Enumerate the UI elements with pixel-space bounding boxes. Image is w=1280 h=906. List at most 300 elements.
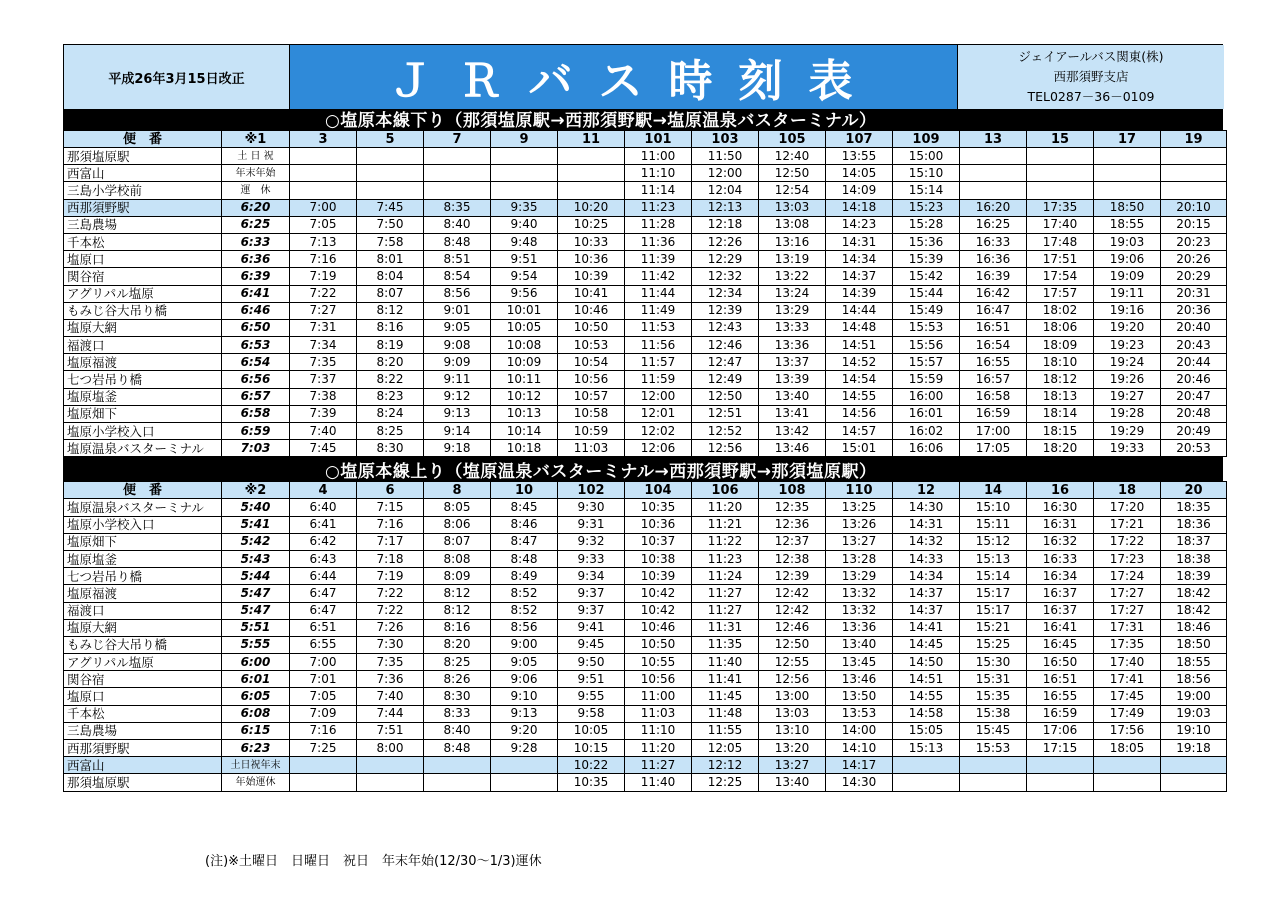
departure-time: 9:13 [424, 405, 491, 422]
departure-time: 12:50 [759, 636, 826, 653]
departure-time: 14:32 [893, 533, 960, 550]
departure-time [290, 757, 357, 774]
service-note: 年始運休 [222, 774, 290, 791]
departure-time: 16:37 [1027, 602, 1094, 619]
table-row [64, 148, 1227, 165]
column-header: 107 [826, 131, 893, 148]
section-title-down: ○塩原本線下り（那須塩原駅→西那須野駅→塩原温泉バスターミナル） [63, 106, 1223, 130]
departure-time: 14:33 [893, 550, 960, 567]
departure-time: 8:19 [357, 337, 424, 354]
departure-time: 9:09 [424, 354, 491, 371]
stop-name: 那須塩原駅 [64, 148, 222, 165]
departure-time: 9:45 [558, 636, 625, 653]
service-note: 運 休 [222, 182, 290, 199]
stop-name: アグリパル塩原 [64, 654, 222, 671]
departure-time: 6:47 [290, 602, 357, 619]
departure-time: 9:00 [491, 636, 558, 653]
departure-time: 12:42 [759, 585, 826, 602]
departure-time [1027, 182, 1094, 199]
departure-time: 5:42 [222, 533, 290, 550]
table-row [64, 619, 1227, 636]
departure-time: 12:40 [759, 148, 826, 165]
departure-time: 11:00 [625, 688, 692, 705]
departure-time: 8:40 [424, 722, 491, 739]
stop-name: 西那須野駅 [64, 740, 222, 757]
departure-time: 10:42 [625, 602, 692, 619]
departure-time: 18:15 [1027, 423, 1094, 440]
departure-time: 16:54 [960, 337, 1027, 354]
stop-name: アグリパル塩原 [64, 285, 222, 302]
column-header: 103 [692, 131, 759, 148]
departure-time: 10:08 [491, 337, 558, 354]
departure-time: 12:12 [692, 757, 759, 774]
departure-time: 18:12 [1027, 371, 1094, 388]
departure-time: 15:59 [893, 371, 960, 388]
departure-time: 9:37 [558, 602, 625, 619]
departure-time: 9:33 [558, 550, 625, 567]
departure-time: 15:25 [960, 636, 1027, 653]
column-header: 6 [357, 482, 424, 499]
departure-time: 9:51 [558, 671, 625, 688]
departure-time: 7:36 [357, 671, 424, 688]
departure-time: 13:29 [826, 568, 893, 585]
departure-time: 14:39 [826, 285, 893, 302]
departure-time: 12:39 [692, 302, 759, 319]
departure-time: 9:40 [491, 216, 558, 233]
departure-time: 18:10 [1027, 354, 1094, 371]
departure-time: 18:55 [1094, 216, 1161, 233]
departure-time [1027, 757, 1094, 774]
revision-date: 平成26年3月15日改正 [64, 45, 290, 109]
departure-time: 12:35 [759, 499, 826, 516]
departure-time: 6:51 [290, 619, 357, 636]
stop-name: 塩原畑下 [64, 533, 222, 550]
departure-time [491, 182, 558, 199]
departure-time: 17:51 [1027, 251, 1094, 268]
table-row [64, 654, 1227, 671]
departure-time [357, 757, 424, 774]
departure-time: 13:40 [826, 636, 893, 653]
departure-time: 5:40 [222, 499, 290, 516]
departure-time: 7:15 [357, 499, 424, 516]
departure-time: 15:00 [893, 148, 960, 165]
departure-time [1094, 165, 1161, 182]
departure-time: 5:51 [222, 619, 290, 636]
departure-time [960, 148, 1027, 165]
service-note: 土日祝年末 [222, 757, 290, 774]
departure-time: 14:45 [893, 636, 960, 653]
departure-time: 18:35 [1161, 499, 1227, 516]
departure-time: 16:20 [960, 199, 1027, 216]
departure-time: 10:42 [625, 585, 692, 602]
departure-time: 15:44 [893, 285, 960, 302]
departure-time: 6:40 [290, 499, 357, 516]
departure-time: 14:31 [826, 233, 893, 250]
departure-time: 7:18 [357, 550, 424, 567]
table-row [64, 233, 1227, 250]
column-header: 108 [759, 482, 826, 499]
departure-time: 20:15 [1161, 216, 1227, 233]
departure-time: 12:43 [692, 319, 759, 336]
departure-time: 16:30 [1027, 499, 1094, 516]
departure-time: 10:50 [625, 636, 692, 653]
column-header: 104 [625, 482, 692, 499]
column-header: 5 [357, 131, 424, 148]
departure-time: 13:16 [759, 233, 826, 250]
departure-time: 15:38 [960, 705, 1027, 722]
departure-time [960, 774, 1027, 791]
column-header: 12 [893, 482, 960, 499]
departure-time: 15:12 [960, 533, 1027, 550]
departure-time: 10:36 [625, 516, 692, 533]
departure-time: 8:33 [424, 705, 491, 722]
table-row [64, 705, 1227, 722]
departure-time: 10:05 [491, 319, 558, 336]
departure-time: 11:27 [625, 757, 692, 774]
departure-time: 12:04 [692, 182, 759, 199]
departure-time [290, 774, 357, 791]
departure-time: 8:12 [357, 302, 424, 319]
departure-time: 10:11 [491, 371, 558, 388]
departure-time [558, 182, 625, 199]
departure-time [1094, 148, 1161, 165]
departure-time: 8:22 [357, 371, 424, 388]
departure-time: 16:59 [1027, 705, 1094, 722]
departure-time [424, 182, 491, 199]
departure-time: 10:12 [491, 388, 558, 405]
column-header: 20 [1161, 482, 1227, 499]
departure-time: 13:50 [826, 688, 893, 705]
table-row [64, 722, 1227, 739]
departure-time: 17:45 [1094, 688, 1161, 705]
departure-time: 6:41 [290, 516, 357, 533]
departure-time: 16:39 [960, 268, 1027, 285]
departure-time: 6:53 [222, 337, 290, 354]
departure-time: 15:13 [893, 740, 960, 757]
departure-time: 11:40 [692, 654, 759, 671]
departure-time: 6:46 [222, 302, 290, 319]
departure-time: 6:56 [222, 371, 290, 388]
departure-time [424, 774, 491, 791]
stop-name: 三島小学校前 [64, 182, 222, 199]
departure-time: 9:11 [424, 371, 491, 388]
departure-time: 8:09 [424, 568, 491, 585]
departure-time: 16:55 [1027, 688, 1094, 705]
column-header: 10 [491, 482, 558, 499]
departure-time: 10:13 [491, 405, 558, 422]
departure-time: 7:22 [290, 285, 357, 302]
departure-time: 15:10 [893, 165, 960, 182]
departure-time: 10:22 [558, 757, 625, 774]
departure-time: 14:44 [826, 302, 893, 319]
departure-time: 20:23 [1161, 233, 1227, 250]
departure-time: 6:08 [222, 705, 290, 722]
departure-time: 8:48 [491, 550, 558, 567]
departure-time: 18:02 [1027, 302, 1094, 319]
departure-time: 12:02 [625, 423, 692, 440]
departure-time: 17:56 [1094, 722, 1161, 739]
departure-time: 16:42 [960, 285, 1027, 302]
table-row [64, 671, 1227, 688]
column-header: 7 [424, 131, 491, 148]
departure-time: 12:42 [759, 602, 826, 619]
departure-time: 18:56 [1161, 671, 1227, 688]
departure-time: 8:07 [424, 533, 491, 550]
departure-time [424, 148, 491, 165]
departure-time: 10:35 [558, 774, 625, 791]
departure-time: 15:21 [960, 619, 1027, 636]
departure-time: 6:00 [222, 654, 290, 671]
departure-time: 8:26 [424, 671, 491, 688]
departure-time: 14:34 [826, 251, 893, 268]
departure-time: 11:28 [625, 216, 692, 233]
departure-time: 8:49 [491, 568, 558, 585]
departure-time: 7:05 [290, 216, 357, 233]
departure-time: 12:36 [759, 516, 826, 533]
stop-name: 七つ岩吊り橋 [64, 371, 222, 388]
departure-time: 6:42 [290, 533, 357, 550]
departure-time: 8:12 [424, 585, 491, 602]
departure-time [424, 165, 491, 182]
departure-time: 20:46 [1161, 371, 1227, 388]
departure-time: 7:05 [290, 688, 357, 705]
departure-time: 16:36 [960, 251, 1027, 268]
departure-time: 10:56 [558, 371, 625, 388]
departure-time: 14:30 [893, 499, 960, 516]
departure-time: 6:01 [222, 671, 290, 688]
departure-time: 7:35 [357, 654, 424, 671]
departure-time: 12:18 [692, 216, 759, 233]
departure-time: 18:14 [1027, 405, 1094, 422]
departure-time: 10:33 [558, 233, 625, 250]
departure-time: 13:25 [826, 499, 893, 516]
departure-time: 13:45 [826, 654, 893, 671]
departure-time: 12:01 [625, 405, 692, 422]
departure-time [491, 148, 558, 165]
departure-time: 11:21 [692, 516, 759, 533]
departure-time: 20:10 [1161, 199, 1227, 216]
timetable-sheet [63, 44, 1223, 792]
departure-time: 8:01 [357, 251, 424, 268]
stop-name: 那須塩原駅 [64, 774, 222, 791]
departure-time: 8:25 [357, 423, 424, 440]
departure-time: 7:01 [290, 671, 357, 688]
departure-time: 17:35 [1094, 636, 1161, 653]
phone-number: TEL0287－36－0109 [1027, 89, 1155, 104]
table-row [64, 499, 1227, 516]
departure-time: 14:37 [893, 602, 960, 619]
departure-time: 18:20 [1027, 440, 1094, 457]
departure-time: 12:32 [692, 268, 759, 285]
departure-time: 17:27 [1094, 602, 1161, 619]
departure-time: 13:36 [826, 619, 893, 636]
departure-time: 10:50 [558, 319, 625, 336]
departure-time [491, 774, 558, 791]
table-row [64, 533, 1227, 550]
departure-time: 7:45 [290, 440, 357, 457]
column-header: 便 番 [64, 131, 222, 148]
departure-time: 14:55 [893, 688, 960, 705]
departure-time: 13:36 [759, 337, 826, 354]
departure-time: 12:34 [692, 285, 759, 302]
departure-time: 7:40 [290, 423, 357, 440]
departure-time: 12:29 [692, 251, 759, 268]
departure-time: 11:14 [625, 182, 692, 199]
departure-time: 11:55 [692, 722, 759, 739]
departure-time: 19:28 [1094, 405, 1161, 422]
departure-time: 10:56 [625, 671, 692, 688]
departure-time: 8:00 [357, 740, 424, 757]
departure-time: 13:46 [759, 440, 826, 457]
departure-time: 13:08 [759, 216, 826, 233]
departure-time: 12:46 [759, 619, 826, 636]
departure-time: 7:00 [290, 654, 357, 671]
departure-time: 6:43 [290, 550, 357, 567]
table-row [64, 251, 1227, 268]
departure-time: 9:34 [558, 568, 625, 585]
departure-time: 11:22 [692, 533, 759, 550]
stop-name: 塩原福渡 [64, 354, 222, 371]
departure-time [960, 182, 1027, 199]
page-title: ＪＲバス時刻表 [290, 45, 957, 109]
table-row [64, 636, 1227, 653]
stop-name: 塩原畑下 [64, 405, 222, 422]
departure-time [290, 148, 357, 165]
departure-time: 10:39 [625, 568, 692, 585]
departure-time: 8:25 [424, 654, 491, 671]
departure-time: 6:33 [222, 233, 290, 250]
departure-time: 13:46 [826, 671, 893, 688]
stop-name: 塩原大網 [64, 619, 222, 636]
departure-time: 20:31 [1161, 285, 1227, 302]
departure-time [424, 757, 491, 774]
departure-time: 13:22 [759, 268, 826, 285]
departure-time: 20:49 [1161, 423, 1227, 440]
departure-time: 10:57 [558, 388, 625, 405]
departure-time: 8:56 [424, 285, 491, 302]
departure-time: 16:57 [960, 371, 1027, 388]
departure-time: 20:53 [1161, 440, 1227, 457]
departure-time: 14:54 [826, 371, 893, 388]
departure-time: 14:05 [826, 165, 893, 182]
departure-time: 16:55 [960, 354, 1027, 371]
timetable-down [63, 130, 1227, 457]
departure-time: 13:27 [826, 533, 893, 550]
departure-time: 19:33 [1094, 440, 1161, 457]
departure-time: 11:49 [625, 302, 692, 319]
departure-time [1027, 774, 1094, 791]
departure-time: 5:43 [222, 550, 290, 567]
departure-time: 16:47 [960, 302, 1027, 319]
departure-time [960, 165, 1027, 182]
departure-time: 15:14 [960, 568, 1027, 585]
departure-time: 10:14 [491, 423, 558, 440]
departure-time: 6:59 [222, 423, 290, 440]
departure-time: 9:28 [491, 740, 558, 757]
departure-time: 13:40 [759, 388, 826, 405]
departure-time: 8:52 [491, 585, 558, 602]
departure-time [558, 148, 625, 165]
column-header: 109 [893, 131, 960, 148]
departure-time: 12:05 [692, 740, 759, 757]
departure-time: 15:53 [893, 319, 960, 336]
departure-time: 13:19 [759, 251, 826, 268]
departure-time: 10:59 [558, 423, 625, 440]
column-header: ※1 [222, 131, 290, 148]
departure-time: 10:41 [558, 285, 625, 302]
table-row [64, 199, 1227, 216]
departure-time: 8:40 [424, 216, 491, 233]
departure-time [1161, 757, 1227, 774]
departure-time: 11:00 [625, 148, 692, 165]
departure-time: 10:36 [558, 251, 625, 268]
departure-time: 8:20 [424, 636, 491, 653]
column-header: 15 [1027, 131, 1094, 148]
branch-name: 西那須野支店 [1053, 69, 1129, 84]
departure-time: 15:17 [960, 602, 1027, 619]
table-row [64, 740, 1227, 757]
departure-time: 11:48 [692, 705, 759, 722]
column-header: 13 [960, 131, 1027, 148]
departure-time: 12:50 [692, 388, 759, 405]
departure-time: 16:51 [960, 319, 1027, 336]
table-row [64, 516, 1227, 533]
departure-time: 12:56 [692, 440, 759, 457]
departure-time: 13:26 [826, 516, 893, 533]
departure-time [1094, 182, 1161, 199]
departure-time [1027, 165, 1094, 182]
departure-time: 11:35 [692, 636, 759, 653]
departure-time: 11:36 [625, 233, 692, 250]
departure-time [357, 165, 424, 182]
departure-time: 8:06 [424, 516, 491, 533]
departure-time: 17:20 [1094, 499, 1161, 516]
departure-time: 8:04 [357, 268, 424, 285]
table-row [64, 268, 1227, 285]
departure-time [491, 165, 558, 182]
departure-time: 10:53 [558, 337, 625, 354]
departure-time: 13:03 [759, 705, 826, 722]
departure-time: 8:20 [357, 354, 424, 371]
departure-time: 5:55 [222, 636, 290, 653]
company-info [957, 45, 1224, 109]
departure-time: 11:45 [692, 688, 759, 705]
departure-time: 10:58 [558, 405, 625, 422]
departure-time: 6:20 [222, 199, 290, 216]
departure-time: 18:09 [1027, 337, 1094, 354]
table-row [64, 585, 1227, 602]
departure-time: 14:51 [826, 337, 893, 354]
departure-time: 13:20 [759, 740, 826, 757]
table-row [64, 285, 1227, 302]
departure-time: 18:42 [1161, 585, 1227, 602]
departure-time: 18:05 [1094, 740, 1161, 757]
table-row [64, 337, 1227, 354]
departure-time: 13:39 [759, 371, 826, 388]
departure-time: 16:50 [1027, 654, 1094, 671]
departure-time: 7:44 [357, 705, 424, 722]
departure-time: 9:56 [491, 285, 558, 302]
departure-time: 17:24 [1094, 568, 1161, 585]
departure-time: 6:25 [222, 216, 290, 233]
departure-time: 8:16 [424, 619, 491, 636]
table-row [64, 388, 1227, 405]
departure-time: 17:40 [1094, 654, 1161, 671]
departure-time: 8:52 [491, 602, 558, 619]
departure-time: 15:05 [893, 722, 960, 739]
departure-time: 7:34 [290, 337, 357, 354]
departure-time [893, 757, 960, 774]
